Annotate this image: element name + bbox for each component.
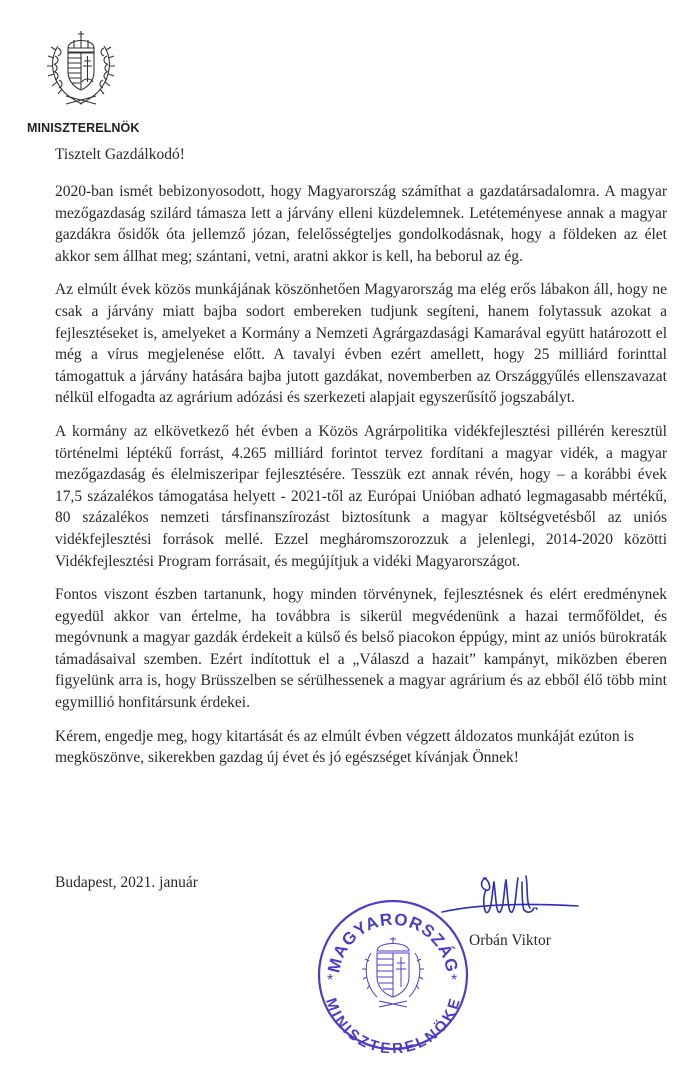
stamp-star-right: *	[451, 972, 458, 989]
paragraph: A kormány az elkövetkező hét évben a Közös Agrárpolitika vidékfejlesztési pillérén keresztül történelmi léptékű forrást, 4.265 milliárd forintot tervez fordítani a magyar vidék, a magyar mezőgazdaság és élelmiszeripar fejlesztésére. Tesszük ezt annak révén, hogy – a korábbi évek 17,5 százalékos támogatása helyett - 2021-től az Európai Unióban adható legmagasabb mértékű, 80 százalékos nemzeti társfinanszírozást biztosítunk a magyar költségvetésből az uniós vidékfejlesztési források mellé. Ezzel megháromszorozzuk a jelenlegi, 2014-2020 közötti Vidékfejlesztési Program forrásait, és megújítjuk a vidéki Magyarországot.	[55, 422, 667, 570]
stamp-bottom-text: MINISZTERELNÖKE	[322, 995, 464, 1053]
stamp-coat-of-arms-icon	[362, 937, 424, 1007]
paragraph: Kérem, engedje meg, hogy kitartását és az elmúlt évben végzett áldozatos munkáját ezúton is megköszönve, sikerekben gazdag új évet és jó egészséget kívánjak Önnek!	[55, 727, 634, 767]
header-title: MINISZTERELNÖK	[27, 121, 140, 135]
coat-of-arms-icon	[44, 26, 118, 106]
date-line: Budapest, 2021. január	[55, 874, 198, 891]
paragraph: Az elmúlt évek közös munkájának köszönhetően Magyarország ma elég erős lábakon áll, hogy ne csak a járvány miatt bajba sodort embereken tudjunk segíteni, hanem folytassuk azokat a fejlesztéseket is, amelyeket a Kormány a Nemzeti Agrárgazdasági Kamarával együtt határozott el még a vírus megjelenése előtt. A tavalyi évben ezért amellett, hogy 25 milliárd forinttal támogattuk a járvány hatására bajba jutott gazdákat, novemberben az Országgyűlés ellenszavazat nélkül elfogadta az agrárium adózási és szerkezeti alapjait egyszerűsítő jogszabályt.	[55, 281, 667, 407]
signer-name: Orbán Viktor	[469, 932, 551, 949]
stamp-top-text: MAGYARORSZÁG	[324, 909, 462, 975]
letter-body	[55, 181, 667, 781]
paragraph: Fontos viszont észben tartanunk, hogy minden törvénynek, fejlesztésnek és elért eredménynek egyedül akkor van értelme, ha továbbra is sikerül megvédenünk a hazai termőföldet, és megóvnunk a magyar gazdák érdekeit a külső és belső piacokon éppúgy, mint az uniós bürokraták támadásaival szemben. Ezért indítottuk el a „Válaszd a hazait” kampányt, miközben éberen figyelünk arra is, hogy Brüsszelben se sérülhessenek a magyar agrárium és az ebből élő több mint egymillió honfitársunk érdekei.	[55, 586, 667, 712]
paragraph: 2020-ban ismét bebizonyosodott, hogy Magyarország számíthat a gazdatársadalomra. A magyar mezőgazdaság szilárd támasza lett a járvány elleni küzdelemnek. Letéteményese annak a magyar gazdákra ősidők óta jellemző józan, felelősségteljes gondolkodásnak, hogy a földeken az élet akkor sem állhat meg; szántani, vetni, aratni akkor is kell, ha beborul az ég.	[55, 183, 667, 265]
salutation: Tisztelt Gazdálkodó!	[55, 146, 185, 163]
handwritten-signature	[440, 872, 580, 932]
stamp-star-left: *	[327, 972, 334, 989]
